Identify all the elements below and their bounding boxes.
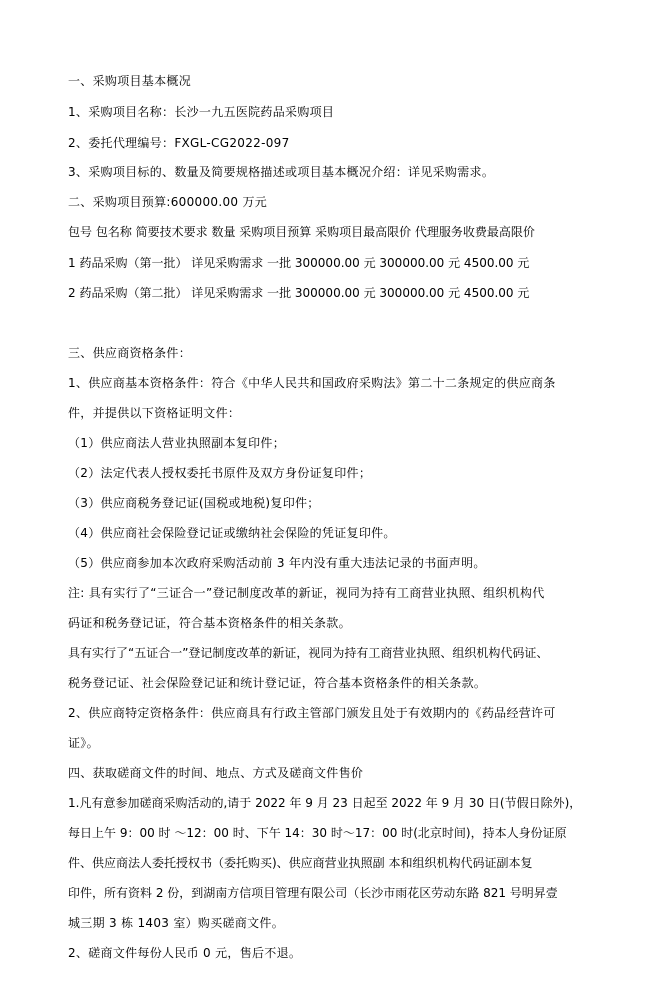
qualification-item: （5）供应商参加本次政府采购活动前 3 年内没有重大违法记录的书面声明。 [68,556,486,570]
note-paragraph-cont: 码证和税务登记证，符合基本资格条件的相关条款。 [68,616,351,630]
acquisition-paragraph-cont: 城三期 3 栋 1403 室）购买磋商文件。 [68,916,285,930]
five-certificate-paragraph-cont: 税务登记证、社会保险登记证和统计登记证，符合基本资格条件的相关条款。 [68,676,487,690]
project-name: 1、采购项目名称：长沙一九五医院药品采购项目 [68,105,335,119]
document-fee: 2、磋商文件每份人民币 0 元，售后不退。 [68,946,302,960]
qualification-item: （1）供应商法人营业执照副本复印件； [68,436,286,450]
qualification-item: （4）供应商社会保险登记证或缴纳社会保险的凭证复印件。 [68,526,396,540]
package-table-header: 包号 包名称 简要技术要求 数量 采购项目预算 采购项目最高限价 代理服务收费最高限价 [68,225,535,239]
acquisition-paragraph: 1.凡有意参加磋商采购活动的,请于 2022 年 9 月 23 日起至 2022 年 9 月 30 日(节假日除外)， [68,796,582,810]
qualification-item: （2）法定代表人授权委托书原件及双方身份证复印件； [68,466,372,480]
project-description: 3、采购项目标的、数量及简要规格描述或项目基本概况介绍：详见采购需求。 [68,165,495,179]
note-paragraph: 注: 具有实行了“三证合一”登记制度改革的新证，视同为持有工商营业执照、组织机构代 [68,586,545,600]
specific-qualification: 2、供应商特定资格条件：供应商具有行政主管部门颁发且处于有效期内的《药品经营许可 [68,706,556,720]
agency-number: 2、委托代理编号：FXGL-CG2022-097 [68,136,290,150]
acquisition-paragraph-cont: 印件，所有资料 2 份，到湖南方信项目管理有限公司（长沙市雨花区劳动东路 821 号明昇壹 [68,886,558,900]
section-heading-4: 四、获取磋商文件的时间、地点、方式及磋商文件售价 [68,766,364,780]
basic-qualification-cont: 件，并提供以下资格证明文件： [68,406,241,420]
specific-qualification-cont: 证》。 [68,736,99,750]
package-table-row: 1 药品采购（第一批） 详见采购需求 一批 300000.00 元 300000.00 元 4500.00 元 [68,256,530,270]
acquisition-paragraph-cont: 每日上午 9：00 时 ～12：00 时、下午 14：30 时～17：00 时(北京时间)，持本人身份证原 [68,826,567,840]
section-heading-3: 三、供应商资格条件： [68,346,192,360]
section-heading-2-budget: 二、采购项目预算:600000.00 万元 [68,195,268,209]
five-certificate-paragraph: 具有实行了“五证合一”登记制度改革的新证，视同为持有工商营业执照、组织机构代码证、 [68,646,549,660]
acquisition-paragraph-cont: 件、供应商法人委托授权书（委托购买)、供应商营业执照副 本和组织机构代码证副本复 [68,856,533,870]
section-heading-1: 一、采购项目基本概况 [68,74,192,88]
qualification-item: （3）供应商税务登记证(国税或地税)复印件； [68,496,320,510]
package-table-row: 2 药品采购（第二批） 详见采购需求 一批 300000.00 元 300000.00 元 4500.00 元 [68,286,530,300]
basic-qualification: 1、供应商基本资格条件：符合《中华人民共和国政府采购法》第二十二条规定的供应商条 [68,376,556,390]
